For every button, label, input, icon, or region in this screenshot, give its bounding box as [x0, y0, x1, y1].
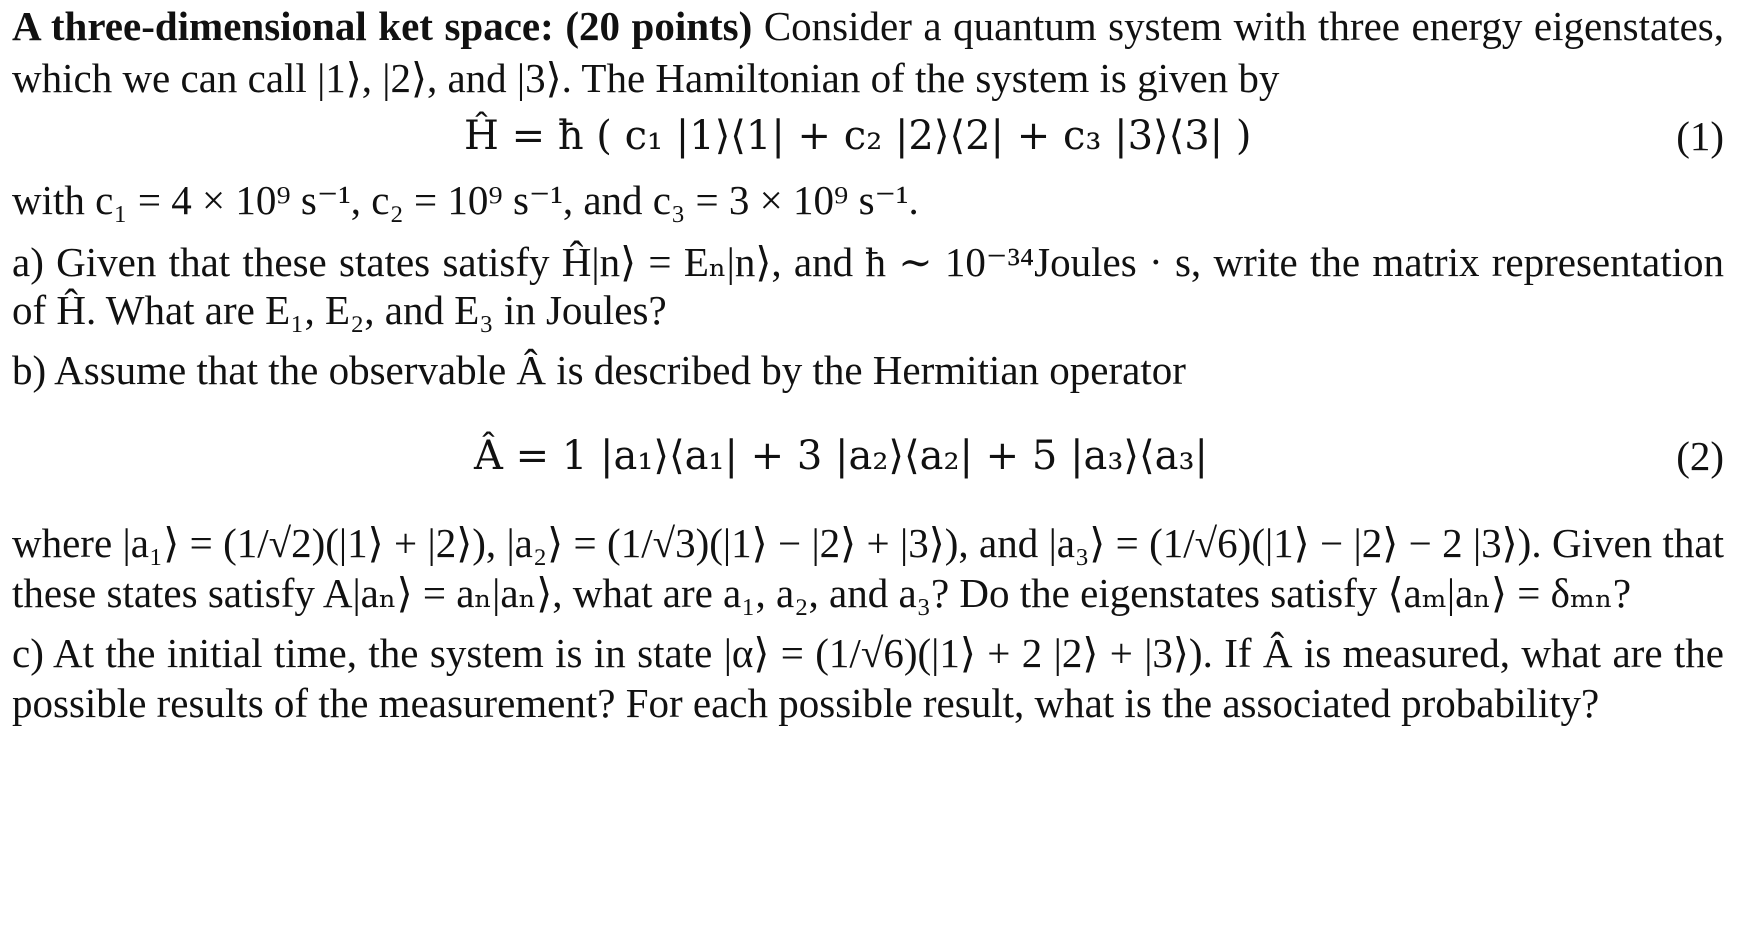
constants-line: [12, 174, 1724, 226]
equation-1: Ĥ = ħ ( c₁ |1⟩⟨1| + c₂ |2⟩⟨2| + c₃ |3⟩⟨3| ): [464, 113, 1252, 159]
part-c-text: c) At the initial time, the system is in state |α⟩ = (1/√6)(|1⟩ + 2 |2⟩ + |3⟩). If Â is measured, what are the possible results of the measurement? For each possible result, what is the associated probability?: [12, 630, 1724, 726]
equation-2: Â = 1 |a₁⟩⟨a₁| + 3 |a₂⟩⟨a₂| + 5 |a₃⟩⟨a₃|: [474, 433, 1209, 479]
part-b-where-text: where |a₁⟩ = (1/√2)(|1⟩ + |2⟩), |a₂⟩ = (1/√3)(|1⟩ − |2⟩ + |3⟩), and |a₃⟩ = (1/√6)(|1⟩ − |2⟩ − 2 |3⟩). Given that these states satisfy A|aₙ⟩ = aₙ|aₙ⟩, what are a₁, a₂, and a₃? Do the eigenstates satisfy ⟨aₘ|aₙ⟩ = δₘₙ?: [12, 520, 1724, 616]
problem-points: (20 points): [565, 3, 753, 49]
constants-text: with c₁ = 4 × 10⁹ s⁻¹, c₂ = 10⁹ s⁻¹, and c₃ = 3 × 10⁹ s⁻¹.: [12, 177, 919, 223]
part-a-text: a) Given that these states satisfy Ĥ|n⟩ = Eₙ|n⟩, and ħ ∼ 10⁻³⁴Joules · s, write the matrix representation of Ĥ. What are E₁, E₂, and E₃ in Joules?: [12, 239, 1724, 333]
part-b-intro: [12, 344, 1724, 396]
part-c: [12, 628, 1724, 728]
intro-text: Consider a quantum system with three energy eigenstates, which we can call |1⟩, |2⟩, and |3⟩. The Hamiltonian of the system is given by: [12, 3, 1724, 101]
equation-2-number: (2): [1676, 433, 1724, 479]
equation-2-row: [12, 430, 1724, 482]
part-a: [12, 238, 1724, 334]
problem-heading: A three-dimensional ket space:: [12, 3, 554, 49]
equation-1-number: (1): [1676, 113, 1724, 159]
intro-paragraph: [12, 0, 1724, 104]
equation-1-row: [12, 110, 1724, 162]
part-b-intro-text: b) Assume that the observable Â is described by the Hermitian operator: [12, 347, 1186, 393]
part-b-where: [12, 518, 1724, 618]
problem-statement: [12, 0, 1724, 728]
